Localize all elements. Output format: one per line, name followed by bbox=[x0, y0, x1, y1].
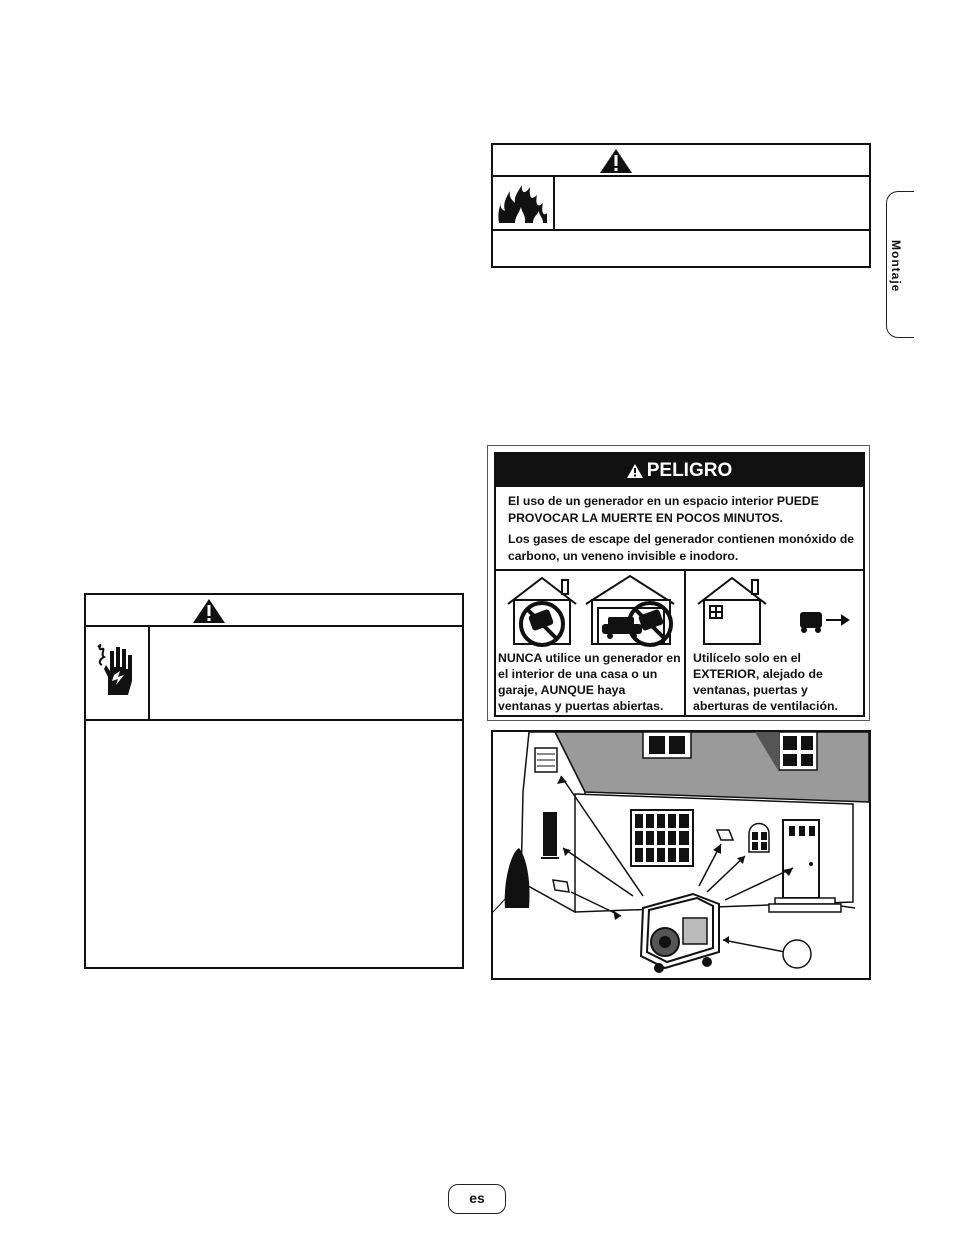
danger-column-divider bbox=[684, 569, 686, 715]
warning-triangle-icon bbox=[627, 464, 643, 478]
shock-icon-cell bbox=[86, 627, 150, 719]
co-danger-panel bbox=[487, 445, 870, 721]
shock-box-divider bbox=[86, 719, 462, 721]
fire-icon-cell bbox=[493, 177, 555, 229]
warning-triangle-icon bbox=[192, 598, 226, 624]
shock-warning-box bbox=[84, 593, 464, 969]
outdoor-use-icon bbox=[696, 574, 856, 650]
indoor-prohibition-caption: NUNCA utilice un generador en el interior de una casa o un garaje, AUNQUE haya ventanas y puertas abiertas. bbox=[498, 651, 681, 713]
fire-box-divider bbox=[493, 229, 869, 231]
danger-divider bbox=[496, 569, 863, 571]
danger-text bbox=[508, 493, 858, 569]
fire-warning-box bbox=[491, 143, 871, 268]
danger-line-2: Los gases de escape del generador contienen monóxido de carbono, un veneno invisible e inodoro. bbox=[508, 532, 855, 563]
warning-triangle-icon bbox=[599, 148, 633, 174]
language-badge-label: es bbox=[469, 1190, 485, 1206]
warning-header bbox=[86, 595, 462, 627]
danger-line-1: El uso de un generador en un espacio interior PUEDE PROVOCAR LA MUERTE EN POCOS MINUTOS. bbox=[508, 494, 819, 525]
warning-header bbox=[493, 145, 869, 177]
house-generator-drawing bbox=[493, 732, 869, 978]
language-badge bbox=[448, 1184, 506, 1214]
fire-hazard-icon bbox=[497, 183, 549, 225]
electric-shock-icon bbox=[94, 641, 140, 697]
generator-placement-illustration bbox=[491, 730, 871, 980]
no-indoor-use-icon bbox=[502, 574, 678, 650]
outdoor-use-caption: Utilícelo solo en el EXTERIOR, alejado de ventanas, puertas y aberturas de ventilación. bbox=[693, 651, 838, 713]
danger-title-text: PELIGRO bbox=[646, 460, 733, 481]
danger-title bbox=[496, 454, 863, 487]
side-tab-label: Montaje bbox=[889, 240, 903, 293]
section-side-tab[interactable] bbox=[886, 191, 914, 338]
danger-panel-inner bbox=[494, 452, 865, 717]
